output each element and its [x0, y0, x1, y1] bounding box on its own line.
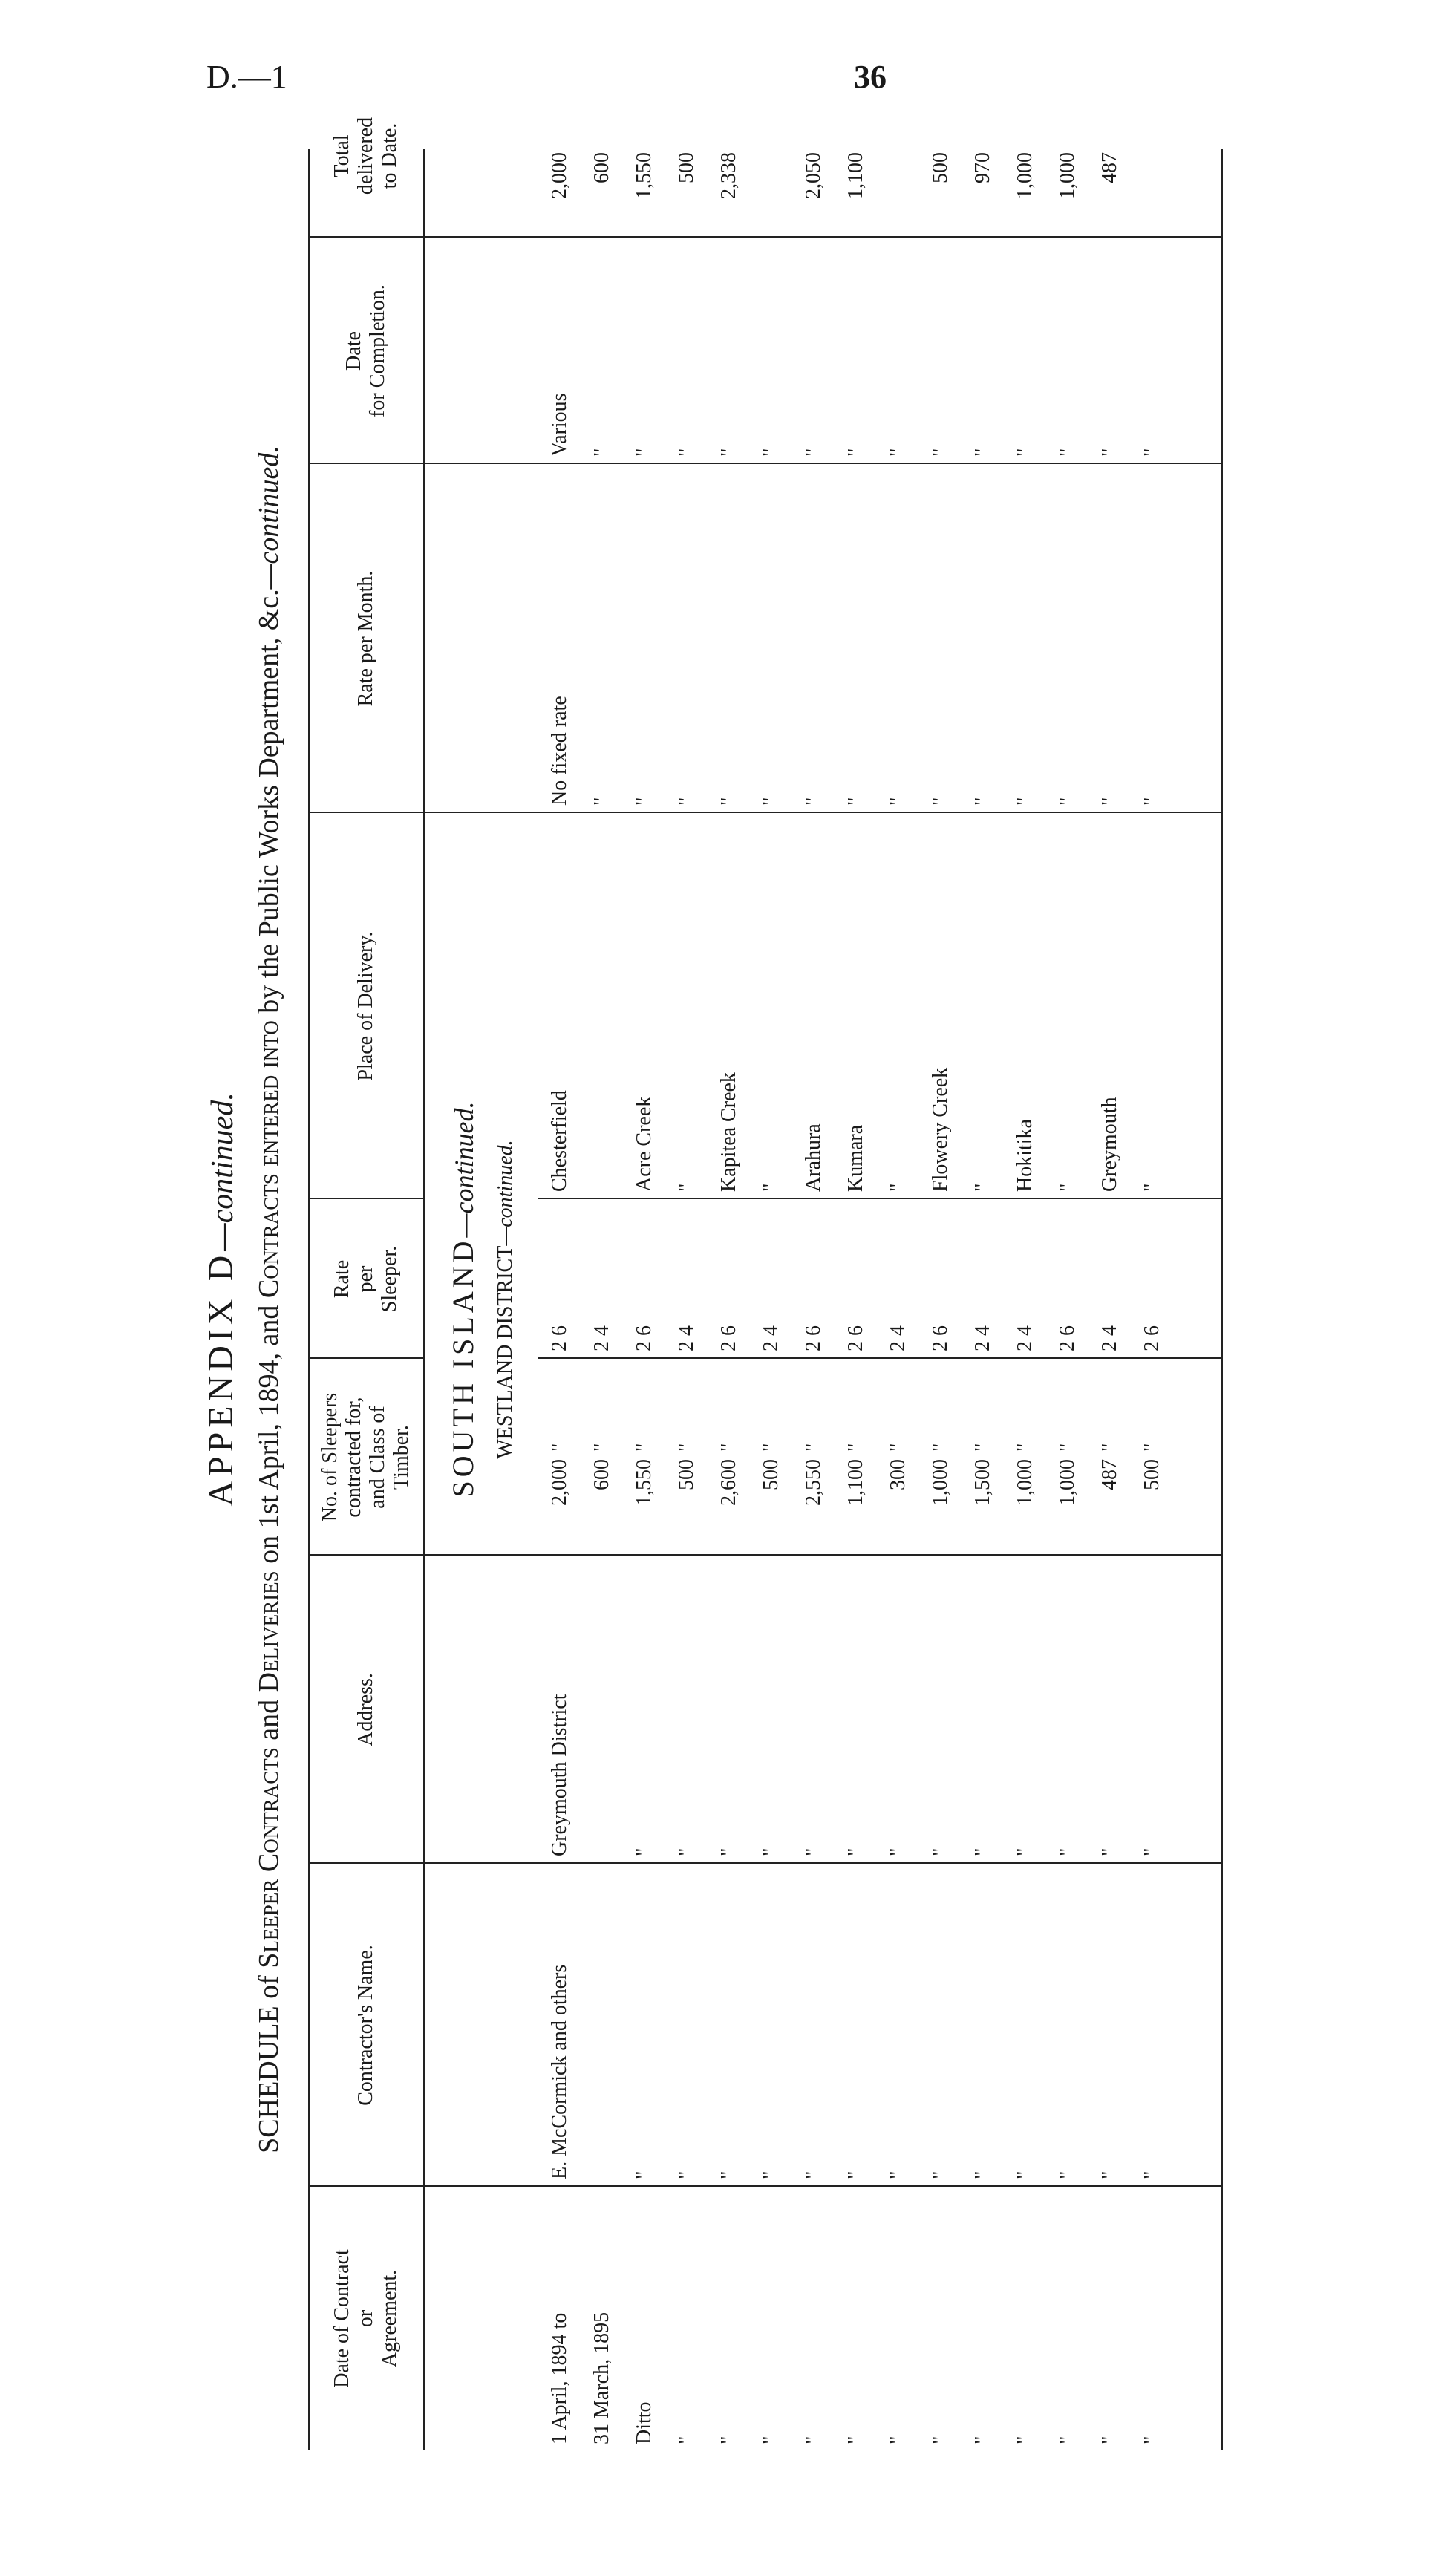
schedule-title-part: Deliveries [253, 1570, 284, 1693]
col-total [312, 74, 420, 238]
cell-rate: 2 4 [1013, 1325, 1036, 1351]
cell-contractor: " [1140, 2170, 1163, 2179]
col-head-line: to Date. [377, 123, 401, 189]
cell-total: 487 [1098, 152, 1121, 183]
cell-contractor: " [1013, 2170, 1036, 2179]
cell-date: 1 April, 1894 to [548, 2312, 571, 2444]
col-head-line: Date of Contract [330, 2249, 353, 2388]
cell-class: " [760, 1443, 783, 1452]
cell-class: " [717, 1443, 740, 1452]
cell-rate: 2 6 [802, 1325, 825, 1351]
cell-rate: 2 6 [548, 1325, 571, 1351]
cell-sleepers: 2,000 [548, 1459, 571, 1506]
cell-rate: 2 6 [1140, 1325, 1163, 1351]
cell-class: " [1013, 1443, 1036, 1452]
cell-date-for: " [887, 448, 910, 457]
cell-sleepers: 1,000 [1013, 1459, 1036, 1506]
cell-rate-month: " [844, 797, 867, 806]
cell-total: 2,338 [717, 152, 740, 199]
cell-class: " [548, 1443, 571, 1452]
schedule-title-continued: —continued. [253, 446, 284, 590]
cell-date-for: " [1140, 448, 1163, 457]
cell-total: 500 [929, 152, 952, 183]
cell-date: " [717, 2436, 740, 2444]
appendix-title-text: APPENDIX D [201, 1250, 241, 1507]
cell-rate: 2 6 [717, 1325, 740, 1351]
cell-sleepers: 600 [590, 1459, 613, 1490]
schedule-title-part: by the Public Works Department, &c. [253, 589, 284, 1021]
region-heading [445, 149, 480, 2450]
cell-place: Chesterfield [548, 1090, 571, 1192]
district-heading [494, 149, 518, 2450]
cell-contractor: " [717, 2170, 740, 2179]
cell-rate-month: " [717, 797, 740, 806]
cell-place: " [760, 1183, 783, 1192]
col-contractor: Contractor's Name. [353, 1945, 377, 2106]
col-divider [308, 1198, 423, 1199]
cell-place: Arahura [802, 1123, 825, 1192]
cell-sleepers: 1,000 [929, 1459, 952, 1506]
cell-contractor: " [802, 2170, 825, 2179]
schedule-title-part: SCHEDULE of [253, 1968, 284, 2153]
cell-date: " [802, 2436, 825, 2444]
col-head-line: Agreement. [377, 2269, 401, 2368]
cell-rate-month: " [802, 797, 825, 806]
cell-total: 1,000 [1056, 152, 1079, 199]
cell-contractor: " [1056, 2170, 1079, 2179]
cell-total: 1,000 [1013, 152, 1036, 199]
table-top-rule [308, 149, 310, 2450]
cell-total: 500 [675, 152, 698, 183]
cell-rate-month: " [633, 797, 656, 806]
cell-place: " [971, 1183, 994, 1192]
cell-sleepers: 2,600 [717, 1459, 740, 1506]
cell-address: " [717, 1847, 740, 1856]
col-head-line: Total [330, 134, 353, 177]
cell-rate: 2 4 [590, 1325, 613, 1351]
cell-place: Hokitika [1013, 1119, 1036, 1192]
cell-date: " [971, 2436, 994, 2444]
col-head-line: Rate [330, 1259, 353, 1299]
cell-address: " [1140, 1847, 1163, 1856]
cell-rate: 2 6 [633, 1325, 656, 1351]
cell-date-for: " [1056, 448, 1079, 457]
col-head-line: or [353, 2309, 377, 2328]
schedule-title-part: on 1st April, 1894, and [253, 1298, 284, 1571]
col-divider [308, 1357, 423, 1359]
cell-date-for: " [1098, 448, 1121, 457]
cell-place: " [675, 1183, 698, 1192]
cell-contractor: " [971, 2170, 994, 2179]
cell-sleepers: 1,500 [971, 1459, 994, 1506]
region-name: SOUTH ISLAND [446, 1237, 480, 1498]
cell-address: " [802, 1847, 825, 1856]
district-name: WESTLAND DISTRICT [494, 1245, 517, 1459]
cell-sleepers: 500 [1140, 1459, 1163, 1490]
cell-class: " [971, 1443, 994, 1452]
col-date-contract [312, 2187, 420, 2450]
col-divider [538, 1357, 1221, 1359]
col-rate [312, 1199, 420, 1359]
col-date-for [312, 238, 420, 464]
cell-date-for: " [633, 448, 656, 457]
cell-class: " [887, 1443, 910, 1452]
cell-date: " [1140, 2436, 1163, 2444]
col-head-line: contracted for, [342, 1397, 365, 1518]
col-place: Place of Delivery. [353, 931, 377, 1081]
cell-rate: 2 6 [929, 1325, 952, 1351]
cell-date-for: " [971, 448, 994, 457]
cell-address: " [844, 1847, 867, 1856]
col-sleepers [312, 1359, 420, 1556]
cell-place: " [887, 1183, 910, 1192]
cell-total: 2,050 [802, 152, 825, 199]
cell-date: " [844, 2436, 867, 2444]
cell-rate: 2 6 [1056, 1325, 1079, 1351]
cell-class: " [844, 1443, 867, 1452]
cell-total: 1,100 [844, 152, 867, 199]
cell-class: " [802, 1443, 825, 1452]
cell-date: " [887, 2436, 910, 2444]
cell-place: Greymouth [1098, 1097, 1121, 1192]
cell-contractor: " [929, 2170, 952, 2179]
cell-date: " [929, 2436, 952, 2444]
cell-rate: 2 4 [887, 1325, 910, 1351]
schedule-title-part: Sleeper Contracts [253, 1747, 284, 1968]
cell-rate: 2 4 [971, 1325, 994, 1351]
cell-rate-month: " [1056, 797, 1079, 806]
appendix-continued: —continued. [206, 1092, 240, 1251]
col-head-line: for Completion. [365, 284, 389, 417]
col-head-line: Date [342, 331, 365, 371]
district-continued: —continued. [494, 1140, 517, 1246]
cell-address: Greymouth District [548, 1694, 571, 1856]
col-head-line: per [353, 1265, 377, 1293]
cell-class: " [929, 1443, 952, 1452]
cell-date: " [1098, 2436, 1121, 2444]
region-continued: —continued. [449, 1101, 479, 1238]
cell-class: " [1056, 1443, 1079, 1452]
cell-rate-month: " [1013, 797, 1036, 806]
cell-date-for: " [717, 448, 740, 457]
table-bottom-rule [1221, 149, 1223, 2450]
schedule-title-part: and [253, 1692, 284, 1748]
cell-rate-month: " [590, 797, 613, 806]
cell-rate: 2 4 [675, 1325, 698, 1351]
cell-date-for: " [802, 448, 825, 457]
cell-rate: 2 6 [844, 1325, 867, 1351]
cell-place: " [1140, 1183, 1163, 1192]
cell-rate-month: " [1140, 797, 1163, 806]
cell-total: 970 [971, 152, 994, 183]
cell-rate-month: " [971, 797, 994, 806]
cell-sleepers: 500 [760, 1459, 783, 1490]
cell-address: " [1013, 1847, 1036, 1856]
col-address: Address. [353, 1673, 377, 1746]
col-head-line: and Class of [365, 1406, 389, 1509]
cell-date: " [760, 2436, 783, 2444]
cell-place: Kapitea Creek [717, 1072, 740, 1192]
cell-date-for: " [1013, 448, 1036, 457]
cell-sleepers: 2,550 [802, 1459, 825, 1506]
cell-rate: 2 4 [760, 1325, 783, 1351]
cell-rate-month: " [760, 797, 783, 806]
cell-contractor: E. McCormick and others [548, 1964, 571, 2179]
col-head-line: Timber. [389, 1425, 413, 1490]
cell-date: 31 March, 1895 [590, 2312, 613, 2444]
cell-rate-month: " [1098, 797, 1121, 806]
cell-total: 2,000 [548, 152, 571, 199]
schedule-title-part: Contracts entered into [253, 1020, 284, 1299]
cell-place: Acre Creek [633, 1096, 656, 1192]
cell-contractor: " [887, 2170, 910, 2179]
page-reference: D.—1 [206, 59, 287, 95]
cell-class: " [633, 1443, 656, 1452]
col-head-line: No. of Sleepers [318, 1392, 342, 1522]
cell-address: " [1056, 1847, 1079, 1856]
cell-sleepers: 1,000 [1056, 1459, 1079, 1506]
cell-rate-month: " [929, 797, 952, 806]
cell-date-for: " [675, 448, 698, 457]
cell-place: " [1056, 1183, 1079, 1192]
cell-date-for: " [760, 448, 783, 457]
cell-contractor: " [844, 2170, 867, 2179]
col-head-line: Sleeper. [377, 1245, 401, 1313]
cell-contractor: " [1098, 2170, 1121, 2179]
cell-sleepers: 1,100 [844, 1459, 867, 1506]
cell-date: Ditto [633, 2401, 656, 2444]
cell-address: " [633, 1847, 656, 1856]
cell-address: " [760, 1847, 783, 1856]
cell-date-for: " [590, 448, 613, 457]
cell-class: " [1098, 1443, 1121, 1452]
cell-place: Flowery Creek [929, 1067, 952, 1192]
cell-address: " [971, 1847, 994, 1856]
schedule-page [200, 117, 1225, 2450]
cell-contractor: " [633, 2170, 656, 2179]
cell-place: Kumara [844, 1124, 867, 1192]
cell-class: " [590, 1443, 613, 1452]
schedule-title [252, 149, 285, 2450]
cell-address: " [887, 1847, 910, 1856]
cell-date: " [1013, 2436, 1036, 2444]
appendix-title [200, 149, 241, 2450]
cell-class: " [675, 1443, 698, 1452]
cell-date: " [675, 2436, 698, 2444]
cell-sleepers: 1,550 [633, 1459, 656, 1506]
cell-total: 1,550 [633, 152, 656, 199]
cell-rate-month: " [887, 797, 910, 806]
cell-address: " [675, 1847, 698, 1856]
cell-date-for: " [844, 448, 867, 457]
cell-rate: 2 4 [1098, 1325, 1121, 1351]
page-number: 36 [854, 59, 887, 95]
cell-class: " [1140, 1443, 1163, 1452]
cell-contractor: " [760, 2170, 783, 2179]
cell-contractor: " [675, 2170, 698, 2179]
cell-rate-month: No fixed rate [548, 696, 571, 806]
cell-sleepers: 300 [887, 1459, 910, 1490]
cell-date-for: Various [548, 393, 571, 457]
cell-address: " [929, 1847, 952, 1856]
cell-sleepers: 487 [1098, 1459, 1121, 1490]
cell-sleepers: 500 [675, 1459, 698, 1490]
cell-total: 600 [590, 152, 613, 183]
cell-rate-month: " [675, 797, 698, 806]
col-rate-month: Rate per Month. [353, 570, 377, 707]
cell-date-for: " [929, 448, 952, 457]
header-bottom-rule [423, 149, 425, 2450]
col-head-line: delivered [353, 117, 377, 195]
cell-address: " [1098, 1847, 1121, 1856]
col-divider [538, 1198, 1221, 1199]
cell-date: " [1056, 2436, 1079, 2444]
